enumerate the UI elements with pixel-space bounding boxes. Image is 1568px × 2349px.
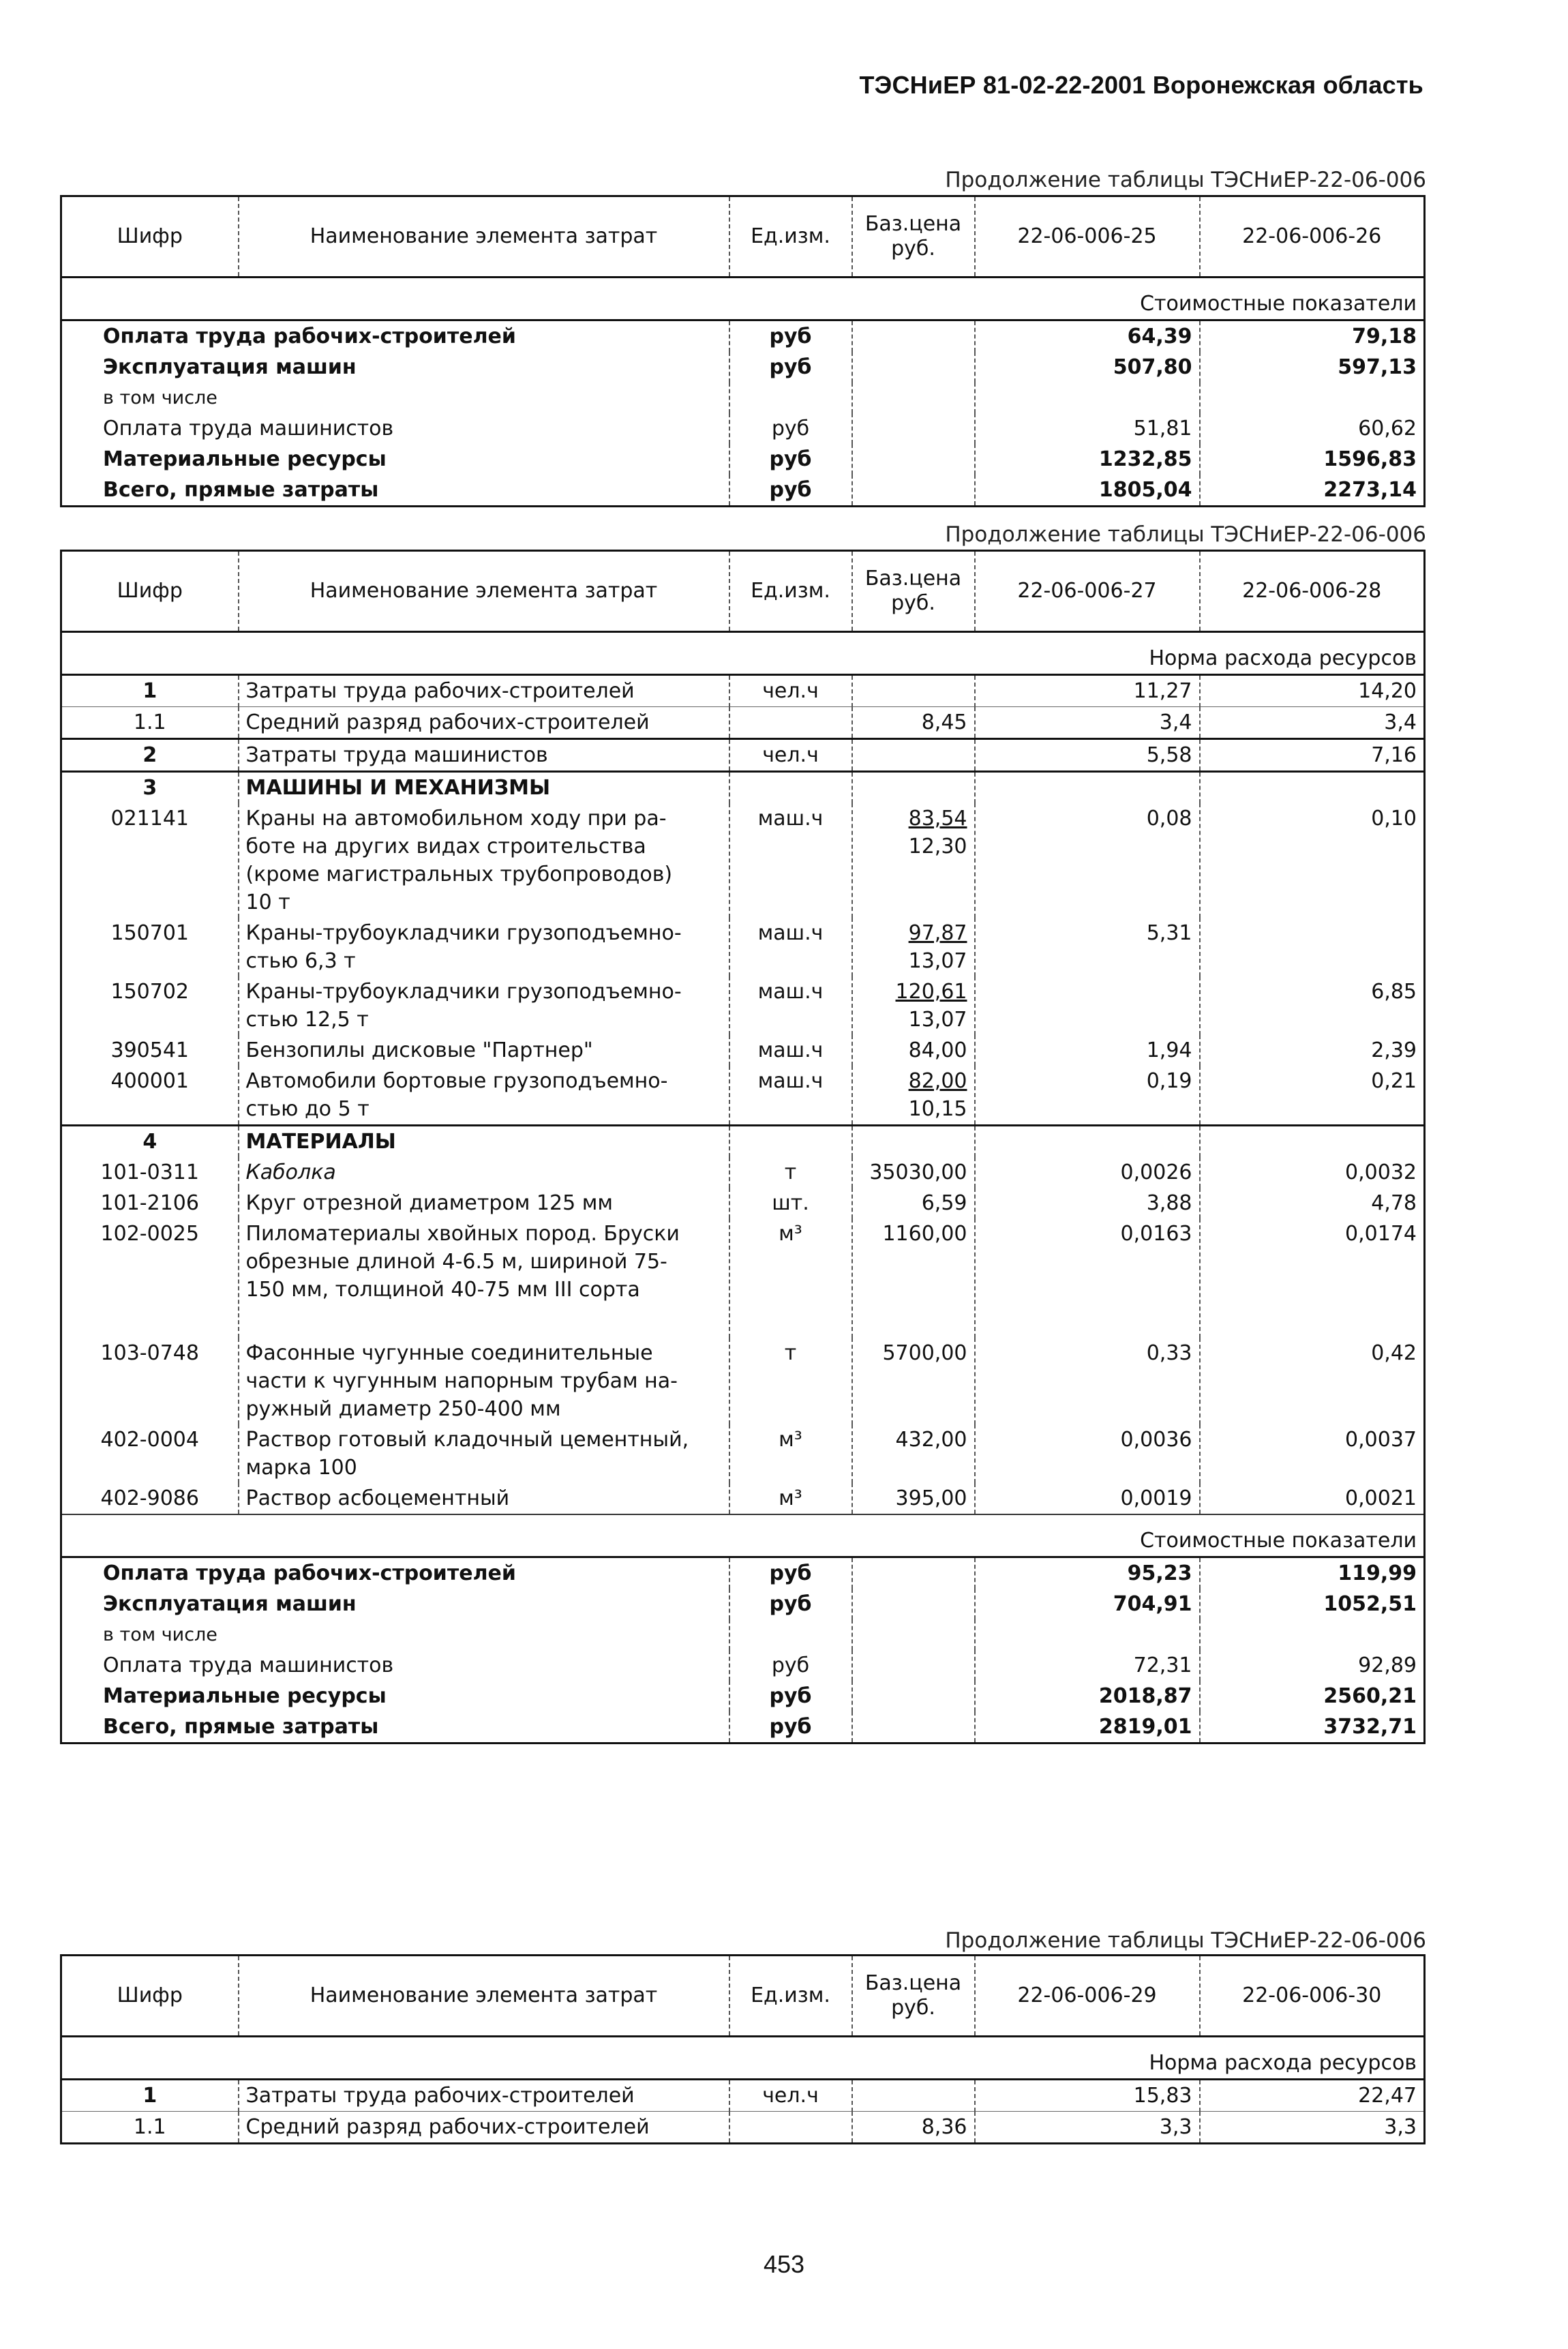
col-b: 22-06-006-26: [1200, 196, 1425, 278]
table-row: 021141 Краны на автомобильном ходу при ра- боте на других видах строительства (кроме магистральных трубопроводов) 10 т маш.ч 83,54 12,30 0,08 0,10: [61, 803, 1425, 918]
section-norms: Норма расхода ресурсов: [61, 2037, 1425, 2080]
section-costs: Стоимостные показатели: [61, 278, 1425, 320]
table-row: 150702 Краны-трубоукладчики грузоподъемно- стью 12,5 т маш.ч 120,61 13,07 6,85: [61, 976, 1425, 1035]
table2: [60, 550, 1426, 1744]
col-unit: Ед.изм.: [729, 196, 852, 278]
col-price: Баз.цена руб.: [852, 551, 975, 632]
table-row: Оплата труда машинистов руб 51,81 60,62: [61, 413, 1425, 444]
table-row: 102-0025 Пиломатериалы хвойных пород. Бруски обрезные длиной 4-6.5 м, шириной 75- 150 мм, толщиной 40-75 мм III сорта м³ 1160,00 0,0163 0,0174: [61, 1218, 1425, 1338]
table2-continuation: Продолжение таблицы ТЭСНиЕР-22-06-006: [945, 522, 1426, 547]
section-materials: 4 МАТЕРИАЛЫ: [61, 1126, 1425, 1158]
table-row: Материальные ресурсы руб 1232,85 1596,83: [61, 444, 1425, 475]
col-a: 22-06-006-27: [975, 551, 1200, 632]
col-unit: Ед.изм.: [729, 551, 852, 632]
section-costs: Стоимостные показатели: [61, 1514, 1425, 1557]
table-row: 103-0748 Фасонные чугунные соединительные части к чугунным напорным трубам на- ружный диаметр 250-400 мм т 5700,00 0,33 0,42: [61, 1338, 1425, 1424]
col-unit: Ед.изм.: [729, 1956, 852, 2037]
table-row: Всего, прямые затраты руб 2819,01 3732,71: [61, 1711, 1425, 1744]
page-number: 453: [763, 2250, 805, 2278]
table3-header-row: [61, 1956, 1425, 2037]
table3: [60, 1954, 1426, 2144]
document-header: ТЭСНиЕР 81-02-22-2001 Воронежская область: [859, 71, 1423, 99]
col-code: Шифр: [61, 551, 239, 632]
col-a: 22-06-006-25: [975, 196, 1200, 278]
table-row: в том числе: [61, 383, 1425, 413]
col-code: Шифр: [61, 1956, 239, 2037]
table1: [60, 195, 1426, 507]
section-norms: Норма расхода ресурсов: [61, 632, 1425, 675]
section-machines: 3 МАШИНЫ И МЕХАНИЗМЫ: [61, 772, 1425, 804]
col-name: Наименование элемента затрат: [239, 196, 729, 278]
col-b: 22-06-006-30: [1200, 1956, 1425, 2037]
table3-continuation: Продолжение таблицы ТЭСНиЕР-22-06-006: [945, 1928, 1426, 1953]
table-row: 390541 Бензопилы дисковые "Партнер" маш.ч 84,00 1,94 2,39: [61, 1035, 1425, 1066]
col-code: Шифр: [61, 196, 239, 278]
table-row: 1.1 Средний разряд рабочих-строителей 8,36 3,3 3,3: [61, 2112, 1425, 2144]
table1-continuation: Продолжение таблицы ТЭСНиЕР-22-06-006: [945, 168, 1426, 192]
col-b: 22-06-006-28: [1200, 551, 1425, 632]
table-row: 1 Затраты труда рабочих-строителей чел.ч 15,83 22,47: [61, 2080, 1425, 2112]
table-row: в том числе: [61, 1619, 1425, 1650]
table-row: Оплата труда рабочих-строителей руб 95,23 119,99: [61, 1557, 1425, 1589]
col-price: Баз.цена руб.: [852, 1956, 975, 2037]
table-row: 101-0311 Каболка т 35030,00 0,0026 0,0032: [61, 1157, 1425, 1188]
col-name: Наименование элемента затрат: [239, 551, 729, 632]
table-row: 101-2106 Круг отрезной диаметром 125 мм шт. 6,59 3,88 4,78: [61, 1188, 1425, 1218]
table-row: Оплата труда машинистов руб 72,31 92,89: [61, 1650, 1425, 1681]
table1-header-row: [61, 196, 1425, 278]
table-row: 402-0004 Раствор готовый кладочный цементный, марка 100 м³ 432,00 0,0036 0,0037: [61, 1424, 1425, 1483]
col-a: 22-06-006-29: [975, 1956, 1200, 2037]
table-row: Эксплуатация машин руб 704,91 1052,51: [61, 1589, 1425, 1619]
table-row: 1.1 Средний разряд рабочих-строителей 8,45 3,4 3,4: [61, 707, 1425, 739]
table-row: Материальные ресурсы руб 2018,87 2560,21: [61, 1681, 1425, 1711]
table-row: Оплата труда рабочих-строителей руб 64,39 79,18: [61, 320, 1425, 353]
table-row: 400001 Автомобили бортовые грузоподъемно- стью до 5 т маш.ч 82,00 10,15 0,19 0,21: [61, 1066, 1425, 1126]
table-row: Всего, прямые затраты руб 1805,04 2273,14: [61, 475, 1425, 507]
table-row: 1 Затраты труда рабочих-строителей чел.ч 11,27 14,20: [61, 675, 1425, 707]
table-row: 150701 Краны-трубоукладчики грузоподъемно- стью 6,3 т маш.ч 97,87 13,07 5,31: [61, 918, 1425, 976]
table2-header-row: [61, 551, 1425, 632]
table-row: 2 Затраты труда машинистов чел.ч 5,58 7,16: [61, 739, 1425, 772]
col-price: Баз.цена руб.: [852, 196, 975, 278]
col-name: Наименование элемента затрат: [239, 1956, 729, 2037]
table-row: 402-9086 Раствор асбоцементный м³ 395,00 0,0019 0,0021: [61, 1483, 1425, 1514]
table-row: Эксплуатация машин руб 507,80 597,13: [61, 352, 1425, 383]
